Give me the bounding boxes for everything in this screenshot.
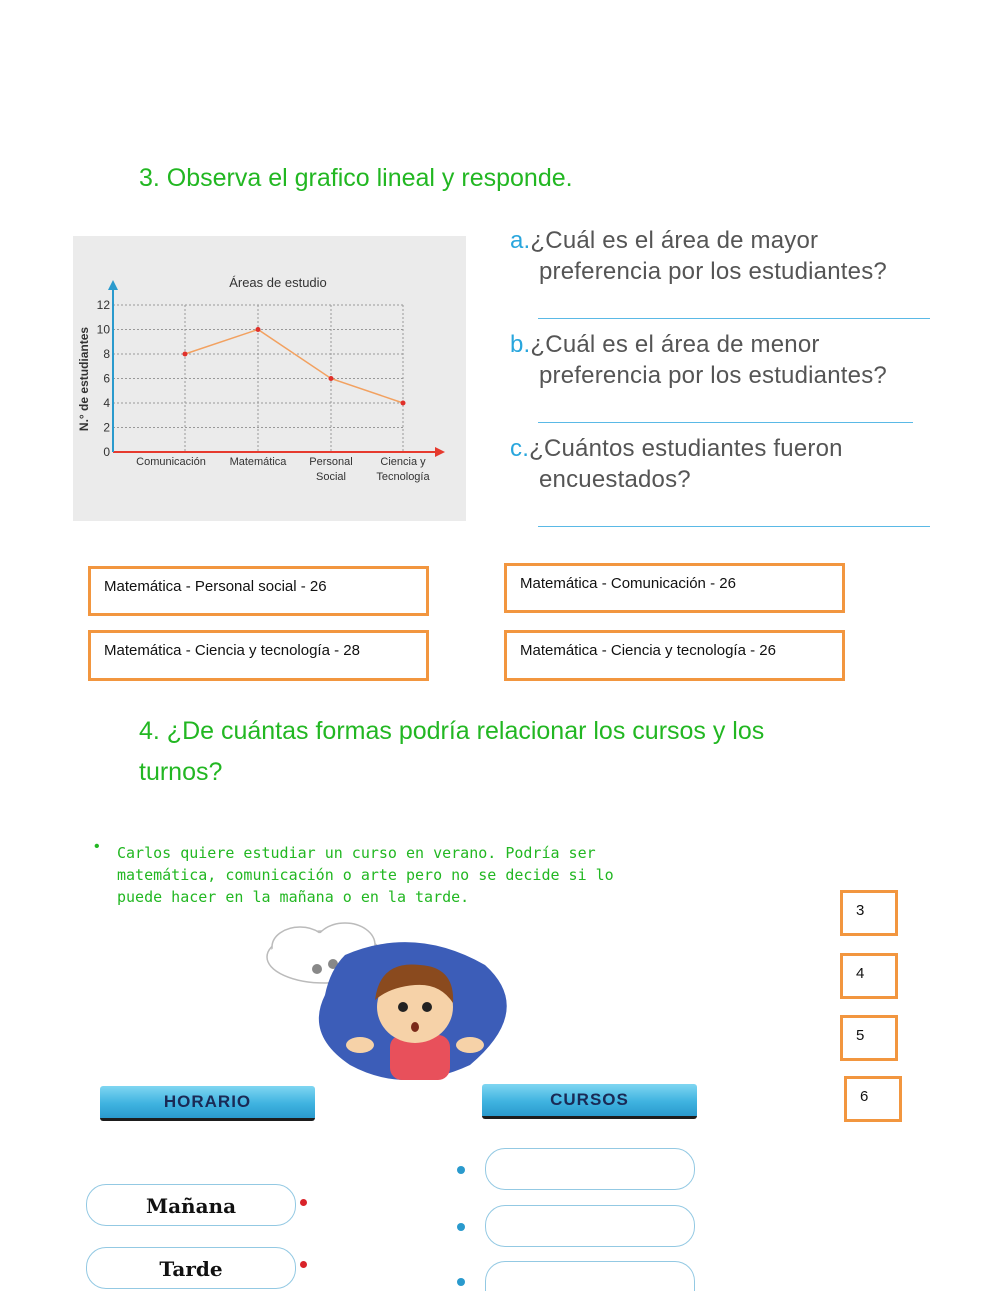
question-c-line1: ¿Cuántos estudiantes fueron	[529, 435, 843, 462]
option-box-4-label: Matemática - Ciencia y tecnología - 26	[520, 642, 776, 659]
question-a-line1: ¿Cuál es el área de mayor	[530, 227, 819, 254]
story-line-2: matemática, comunicación o arte pero no se decide si lo	[117, 866, 614, 884]
x-tick-label-2-0: Personal	[309, 456, 353, 468]
curso-connector-dot-3[interactable]	[457, 1278, 465, 1286]
question-b-line1: ¿Cuál es el área de menor	[530, 331, 820, 358]
line-chart-panel	[73, 236, 466, 521]
y-tick-label-6: 6	[103, 371, 110, 386]
option-box-4[interactable]	[504, 630, 845, 681]
manana-connector-dot[interactable]	[300, 1199, 307, 1206]
data-point-3	[401, 401, 406, 406]
x-tick-label-2-1: Social	[316, 471, 346, 483]
horario-banner: HORARIO	[100, 1086, 315, 1121]
question-a-line2: preferencia por los estudiantes?	[539, 258, 887, 285]
number-option-6[interactable]	[844, 1076, 902, 1122]
number-option-4[interactable]	[840, 953, 898, 999]
y-tick-label-0: 0	[103, 445, 110, 459]
y-axis-label: N.° de estudiantes	[77, 326, 91, 432]
thinking-boy-illustration	[255, 915, 525, 1085]
option-box-3[interactable]	[88, 630, 429, 681]
data-point-2	[329, 376, 334, 381]
section-4-title-line2: turnos?	[139, 758, 223, 786]
y-tick-label-10: 10	[96, 322, 110, 337]
y-tick-label-2: 2	[103, 420, 110, 435]
story-line-1: Carlos quiere estudiar un curso en verano. Podría ser	[117, 844, 596, 862]
turno-pill-manana[interactable]	[86, 1184, 296, 1226]
x-tick-label-1-0: Matemática	[229, 456, 287, 468]
answer-line-c[interactable]	[538, 526, 930, 527]
question-a-letter: a.	[510, 227, 531, 254]
curso-pill-1[interactable]	[485, 1148, 695, 1190]
option-box-2[interactable]	[504, 563, 845, 613]
option-box-3-label: Matemática - Ciencia y tecnología - 28	[104, 642, 360, 659]
number-option-3[interactable]	[840, 890, 898, 936]
number-option-6-label: 6	[860, 1088, 869, 1105]
tarde-connector-dot[interactable]	[300, 1261, 307, 1268]
story-text	[117, 842, 614, 908]
number-option-4-label: 4	[856, 965, 865, 982]
data-point-0	[183, 352, 188, 357]
question-b	[510, 329, 950, 391]
y-tick-label-4: 4	[103, 396, 110, 410]
number-option-5[interactable]	[840, 1015, 898, 1061]
question-b-line2: preferencia por los estudiantes?	[539, 362, 887, 389]
curso-pill-2[interactable]	[485, 1205, 695, 1247]
section-4-title-line1: 4. ¿De cuántas formas podría relacionar los cursos y los	[139, 717, 765, 745]
cursos-banner: CURSOS	[482, 1084, 697, 1119]
question-c-line2: encuestados?	[539, 466, 691, 493]
question-c	[510, 433, 950, 495]
data-point-1	[256, 327, 261, 332]
x-tick-label-0-0: Comunicación	[136, 456, 206, 468]
question-a	[510, 225, 950, 287]
answer-line-b[interactable]	[538, 422, 913, 423]
chart-title: Áreas de estudio	[229, 275, 327, 290]
curso-connector-dot-1[interactable]	[457, 1166, 465, 1174]
question-c-letter: c.	[510, 435, 530, 462]
option-box-1-label: Matemática - Personal social - 26	[104, 578, 327, 595]
x-tick-label-3-1: Tecnología	[376, 471, 430, 483]
turno-manana-label: Mañana	[145, 1194, 237, 1218]
turno-tarde-label: Tarde	[159, 1257, 223, 1281]
section-4-title	[139, 711, 764, 793]
option-box-2-label: Matemática - Comunicación - 26	[520, 575, 736, 592]
y-axis-arrow	[108, 280, 118, 290]
number-option-3-label: 3	[856, 902, 865, 919]
section-3-title: 3. Observa el grafico lineal y responde.	[139, 164, 573, 192]
line-chart	[73, 236, 466, 521]
question-b-letter: b.	[510, 331, 531, 358]
number-option-5-label: 5	[856, 1027, 865, 1044]
x-tick-label-3-0: Ciencia y	[380, 456, 426, 468]
curso-pill-3[interactable]	[485, 1261, 695, 1291]
y-tick-label-12: 12	[96, 298, 110, 312]
answer-line-a[interactable]	[538, 318, 930, 319]
data-line	[185, 330, 403, 404]
story-bullet: •	[94, 838, 100, 855]
story-line-3: puede hacer en la mañana o en la tarde.	[117, 888, 470, 906]
turno-pill-tarde[interactable]	[86, 1247, 296, 1289]
y-tick-label-8: 8	[103, 347, 110, 361]
option-box-1[interactable]	[88, 566, 429, 616]
curso-connector-dot-2[interactable]	[457, 1223, 465, 1231]
x-axis-arrow	[435, 447, 445, 457]
